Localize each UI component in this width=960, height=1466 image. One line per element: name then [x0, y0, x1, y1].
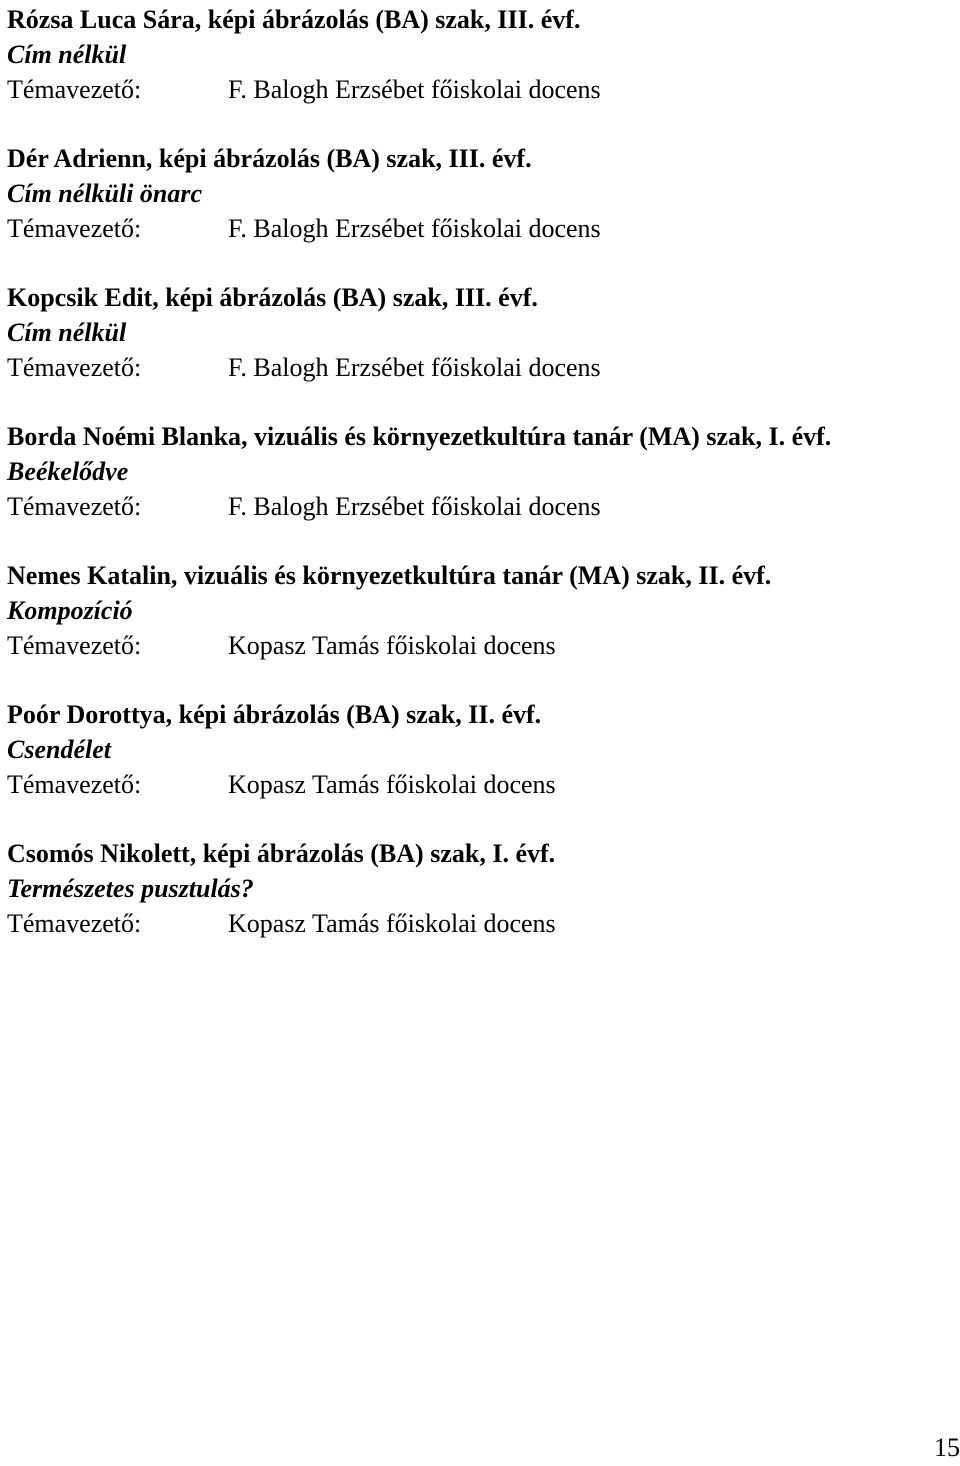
- advisor-name: F. Balogh Erzsébet főiskolai docens: [228, 353, 601, 382]
- advisor-line: [7, 211, 947, 246]
- student-line: Nemes Katalin, vizuális és környezetkultúra tanár (MA) szak, II. évf.: [7, 561, 772, 590]
- work-title: Csendélet: [7, 735, 111, 764]
- advisor-line: [7, 906, 947, 941]
- advisor-name: Kopasz Tamás főiskolai docens: [228, 631, 556, 660]
- advisor-line: [7, 628, 947, 663]
- entry-2: [7, 141, 947, 246]
- work-title: Cím nélkül: [7, 40, 127, 69]
- entry-6: [7, 697, 947, 802]
- entry-3: [7, 280, 947, 385]
- advisor-name: F. Balogh Erzsébet főiskolai docens: [228, 214, 601, 243]
- advisor-label: Témavezető:: [7, 909, 142, 938]
- document-page: [7, 2, 947, 975]
- student-line: Csomós Nikolett, képi ábrázolás (BA) szak, I. évf.: [7, 839, 556, 868]
- advisor-name: Kopasz Tamás főiskolai docens: [228, 770, 556, 799]
- advisor-label: Témavezető:: [7, 492, 142, 521]
- student-line: Dér Adrienn, képi ábrázolás (BA) szak, III. évf.: [7, 144, 532, 173]
- advisor-label: Témavezető:: [7, 770, 142, 799]
- advisor-line: [7, 489, 947, 524]
- advisor-line: [7, 767, 947, 802]
- advisor-name: F. Balogh Erzsébet főiskolai docens: [228, 492, 601, 521]
- advisor-name: F. Balogh Erzsébet főiskolai docens: [228, 75, 601, 104]
- entry-1: [7, 2, 947, 107]
- advisor-line: [7, 72, 947, 107]
- entry-7: [7, 836, 947, 941]
- student-line: Borda Noémi Blanka, vizuális és környezetkultúra tanár (MA) szak, I. évf.: [7, 422, 832, 451]
- advisor-line: [7, 350, 947, 385]
- page-number: 15: [934, 1433, 960, 1462]
- student-line: Poór Dorottya, képi ábrázolás (BA) szak, II. évf.: [7, 700, 542, 729]
- work-title: Kompozíció: [7, 596, 133, 625]
- advisor-label: Témavezető:: [7, 75, 142, 104]
- work-title: Cím nélküli önarc: [7, 179, 203, 208]
- work-title: Cím nélkül: [7, 318, 127, 347]
- advisor-label: Témavezető:: [7, 353, 142, 382]
- advisor-label: Témavezető:: [7, 214, 142, 243]
- work-title: Természetes pusztulás?: [7, 874, 254, 903]
- entry-4: [7, 419, 947, 524]
- student-line: Rózsa Luca Sára, képi ábrázolás (BA) szak, III. évf.: [7, 5, 581, 34]
- advisor-label: Témavezető:: [7, 631, 142, 660]
- student-line: Kopcsik Edit, képi ábrázolás (BA) szak, III. évf.: [7, 283, 538, 312]
- entry-5: [7, 558, 947, 663]
- work-title: Beékelődve: [7, 457, 129, 486]
- advisor-name: Kopasz Tamás főiskolai docens: [228, 909, 556, 938]
